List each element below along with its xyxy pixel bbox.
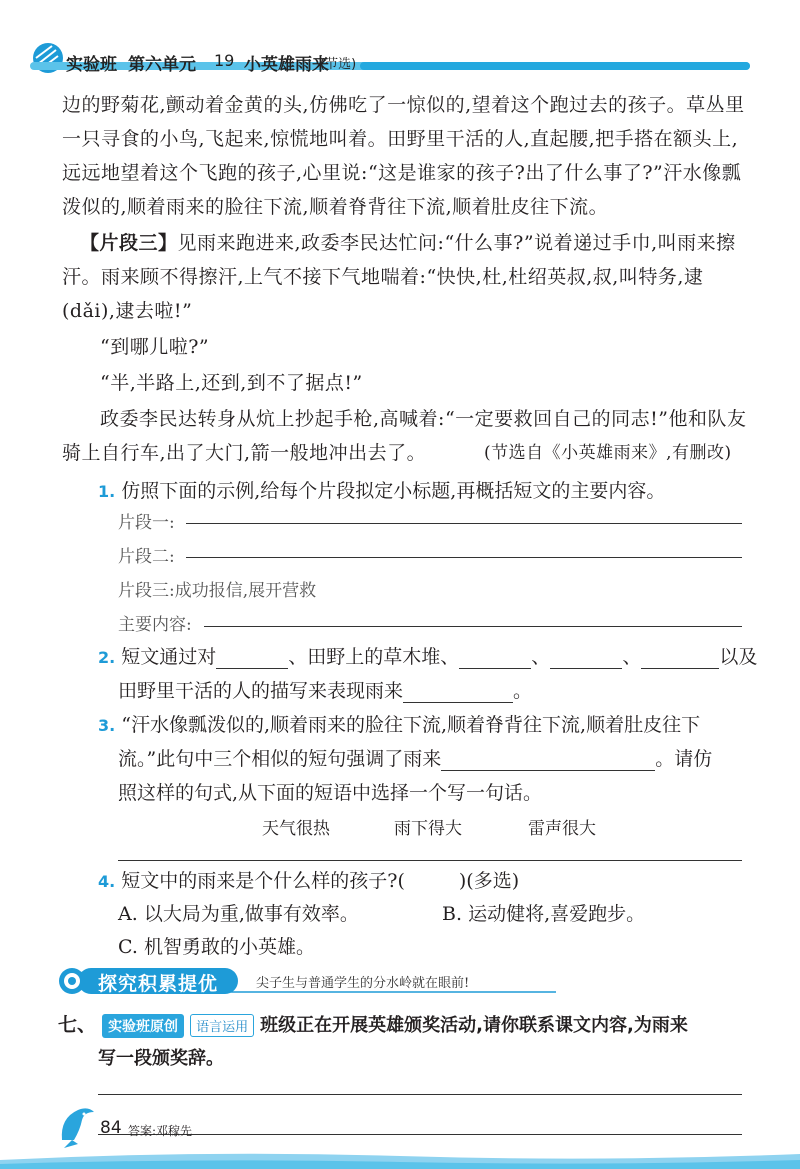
answer-line[interactable] [118, 860, 742, 861]
passage-line: 汗。雨来顾不得擦汗,上气不接下气地喘着:“快快,杜,杜绍英叔,叔,叫特务,逮 [62, 266, 704, 288]
option-c[interactable] [118, 932, 315, 959]
dialog-line: “到哪儿啦?” [100, 336, 210, 358]
question-3 [98, 710, 700, 737]
question-3-line3: 照这样的句式,从下面的短语中选择一个写一句话。 [118, 782, 543, 804]
dialog-line: “半,半路上,还到,到不了据点!” [100, 372, 363, 394]
series-label: 实验班 [66, 55, 117, 75]
section-title: 探究积累提优 [98, 973, 219, 995]
passage-line: (dǎi),逮去啦!” [62, 300, 193, 322]
option-b[interactable] [442, 899, 645, 926]
header-bar-accent [360, 62, 750, 70]
question-7 [58, 1010, 688, 1038]
fragment-3-label: 【片段三】 [80, 232, 178, 254]
option-key: B. [442, 903, 463, 925]
original-tag: 实验班原创 [102, 1014, 184, 1038]
answer-line[interactable] [186, 557, 742, 558]
question-text: 田野里干活的人的描写来表现雨来 [118, 680, 404, 702]
dolphin-icon [54, 1100, 102, 1150]
lesson-number: 19 [214, 51, 235, 70]
passage-line: 见雨来跑进来,政委李民达忙问:“什么事?”说着递过手巾,叫雨来擦 [177, 232, 736, 254]
skill-tag: 语言运用 [190, 1014, 254, 1037]
passage-line: 一只寻食的小鸟,飞起来,惊慌地叫着。田野里干活的人,直起腰,把手搭在额头上, [62, 128, 739, 150]
question-text: 、田野上的草木堆、 [288, 646, 460, 668]
source-note: (节选自《小英雄雨来》,有删改) [484, 443, 732, 463]
page-header [0, 0, 800, 86]
blank[interactable] [550, 648, 622, 669]
question-text: 短文通过对 [121, 646, 217, 668]
answer-line[interactable] [98, 1094, 742, 1095]
option-text: 运动健将,喜爱跑步。 [468, 903, 646, 925]
question-text: 流。”此句中三个相似的短句强调了雨来 [118, 748, 442, 770]
passage-line: 远远地望着这个飞跑的孩子,心里说:“这是谁家的孩子?出了什么事了?”汗水像瓢 [62, 162, 742, 184]
summary-label: 主要内容: [118, 615, 192, 635]
question-4 [98, 866, 519, 893]
question-number: 七、 [58, 1014, 97, 1036]
question-text: 短文中的雨来是个什么样的孩子?( [121, 870, 405, 892]
question-text: 、 [622, 646, 642, 668]
question-7-line2: 写一段颁奖辞。 [98, 1048, 224, 1069]
question-text: 仿照下面的示例,给每个片段拟定小标题,再概括短文的主要内容。 [121, 480, 666, 502]
blank[interactable] [441, 750, 655, 771]
phrase-option: 天气很热 [262, 819, 330, 839]
option-text: 机智勇敢的小英雄。 [143, 936, 315, 958]
question-text: 。 [513, 680, 533, 702]
phrase-option: 雨下得大 [394, 819, 462, 839]
question-2 [98, 642, 757, 669]
option-key: A. [118, 903, 138, 925]
blank[interactable] [216, 648, 288, 669]
page-number: 84 [100, 1118, 122, 1138]
answer-line[interactable] [204, 626, 742, 627]
lesson-note: (节选) [320, 57, 357, 72]
passage-line: 骑上自行车,出了大门,箭一般地冲出去了。 [62, 442, 427, 464]
question-1 [98, 476, 665, 503]
blank[interactable] [641, 648, 719, 669]
lesson-title: 小英雄雨来 [244, 55, 329, 75]
question-number: 1. [98, 482, 116, 501]
fragment-3-paragraph [80, 226, 736, 260]
passage-line: 泼似的,顺着雨来的脸往下流,顺着脊背往下流,顺着肚皮往下流。 [62, 196, 609, 218]
question-text: 班级正在开展英雄颁奖活动,请你联系课文内容,为雨来 [260, 1015, 688, 1036]
question-text: )(多选) [458, 870, 520, 892]
answer-line[interactable] [186, 523, 742, 524]
passage-line: 边的野菊花,颤动着金黄的头,仿佛吃了一惊似的,望着这个跑过去的孩子。草丛里 [62, 94, 745, 116]
question-number: 2. [98, 648, 116, 667]
phrase-option: 雷声很大 [528, 819, 596, 839]
fragment-3-example: 片段三:成功报信,展开营救 [118, 581, 317, 601]
question-text: “汗水像瓢泼似的,顺着雨来的脸往下流,顺着脊背往下流,顺着肚皮往下 [121, 714, 701, 736]
fragment-1-label: 片段一: [118, 513, 175, 533]
question-text: 、 [531, 646, 551, 668]
question-3-line2 [118, 744, 712, 771]
answer-note: 答案:邓稼先 [128, 1124, 193, 1138]
blank[interactable] [459, 648, 531, 669]
fragment-2-label: 片段二: [118, 547, 175, 567]
blank[interactable] [403, 682, 513, 703]
option-a[interactable] [118, 899, 359, 926]
question-2-line2 [118, 676, 532, 703]
passage-line: 政委李民达转身从炕上抄起手枪,高喊着:“一定要救回自己的同志!”他和队友 [100, 408, 747, 430]
question-number: 4. [98, 872, 116, 891]
question-text: 。请仿 [655, 748, 713, 770]
option-text: 以大局为重,做事有效率。 [143, 903, 359, 925]
section-slogan: 尖子生与普通学生的分水岭就在眼前! [256, 976, 470, 991]
question-text: 以及 [719, 646, 758, 668]
unit-label: 第六单元 [128, 55, 196, 75]
leaf-logo-icon [30, 40, 66, 76]
option-key: C. [118, 936, 138, 958]
question-number: 3. [98, 716, 116, 735]
